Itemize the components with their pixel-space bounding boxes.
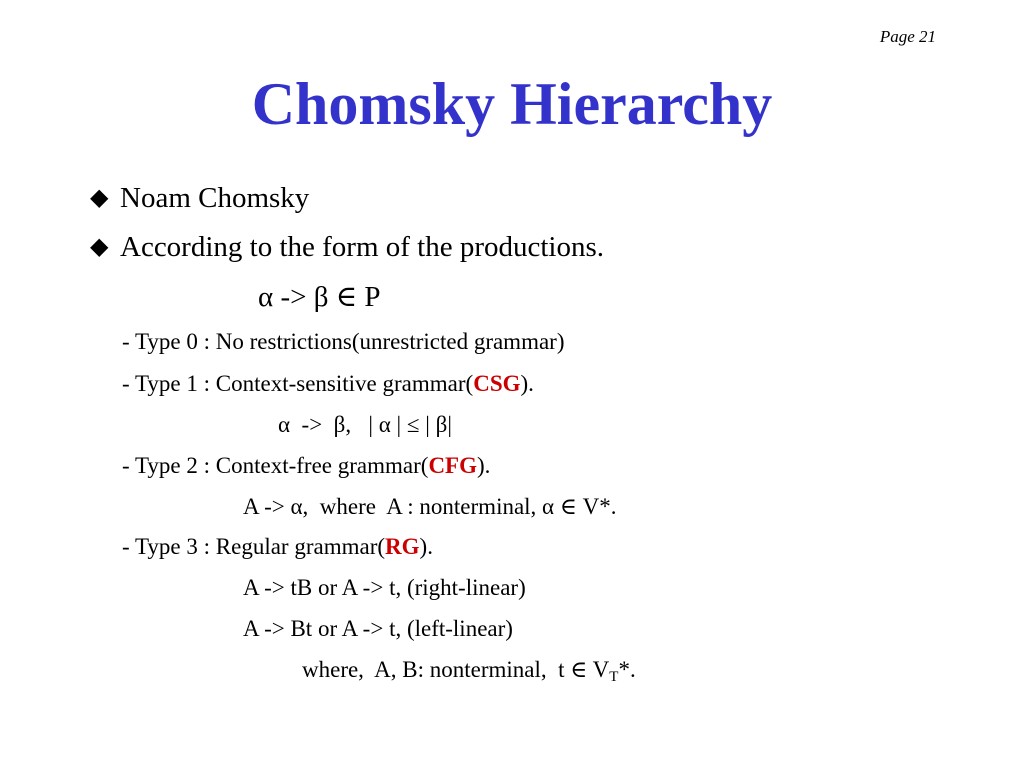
cfg-abbr: CFG [428, 453, 477, 478]
type2-line [122, 454, 490, 477]
where-prefix: where, A, B: nonterminal, t ∈ V [302, 657, 610, 682]
type3-where [302, 657, 636, 685]
type1-suffix: ). [520, 371, 534, 396]
type2-suffix: ). [477, 453, 491, 478]
type3-prefix: - Type 3 : Regular grammar( [122, 534, 386, 559]
where-suffix: *. [618, 657, 636, 682]
bullet-productions [90, 233, 604, 262]
diamond-bullet-icon: ◆ [90, 234, 109, 260]
rg-abbr: RG [385, 534, 420, 559]
type1-rule: α -> β, | α | ≤ | β| [278, 412, 452, 437]
type3-line [122, 535, 433, 558]
type2-rule: A -> α, where A : nonterminal, α ∈ V*. [243, 494, 617, 519]
type3-suffix: ). [419, 534, 433, 559]
type3-rule-right: A -> tB or A -> t, (right-linear) [243, 575, 526, 600]
page-number: Page 21 [879, 27, 936, 46]
where-subscript: T [609, 669, 619, 685]
bullet-text: Noam Chomsky [120, 182, 310, 214]
type2-prefix: - Type 2 : Context-free grammar( [122, 453, 429, 478]
bullet-text: According to the form of the productions. [120, 231, 605, 263]
type0-line: - Type 0 : No restrictions(unrestricted grammar) [122, 329, 565, 354]
bullet-noam-chomsky [90, 184, 309, 213]
type1-line [122, 372, 534, 395]
type1-prefix: - Type 1 : Context-sensitive grammar( [122, 371, 474, 396]
csg-abbr: CSG [473, 371, 521, 396]
slide-title: Chomsky Hierarchy [251, 71, 773, 137]
type3-rule-left: A -> Bt or A -> t, (left-linear) [243, 616, 513, 641]
production-formula: α -> β ∈ P [258, 281, 381, 313]
diamond-bullet-icon: ◆ [90, 185, 109, 211]
